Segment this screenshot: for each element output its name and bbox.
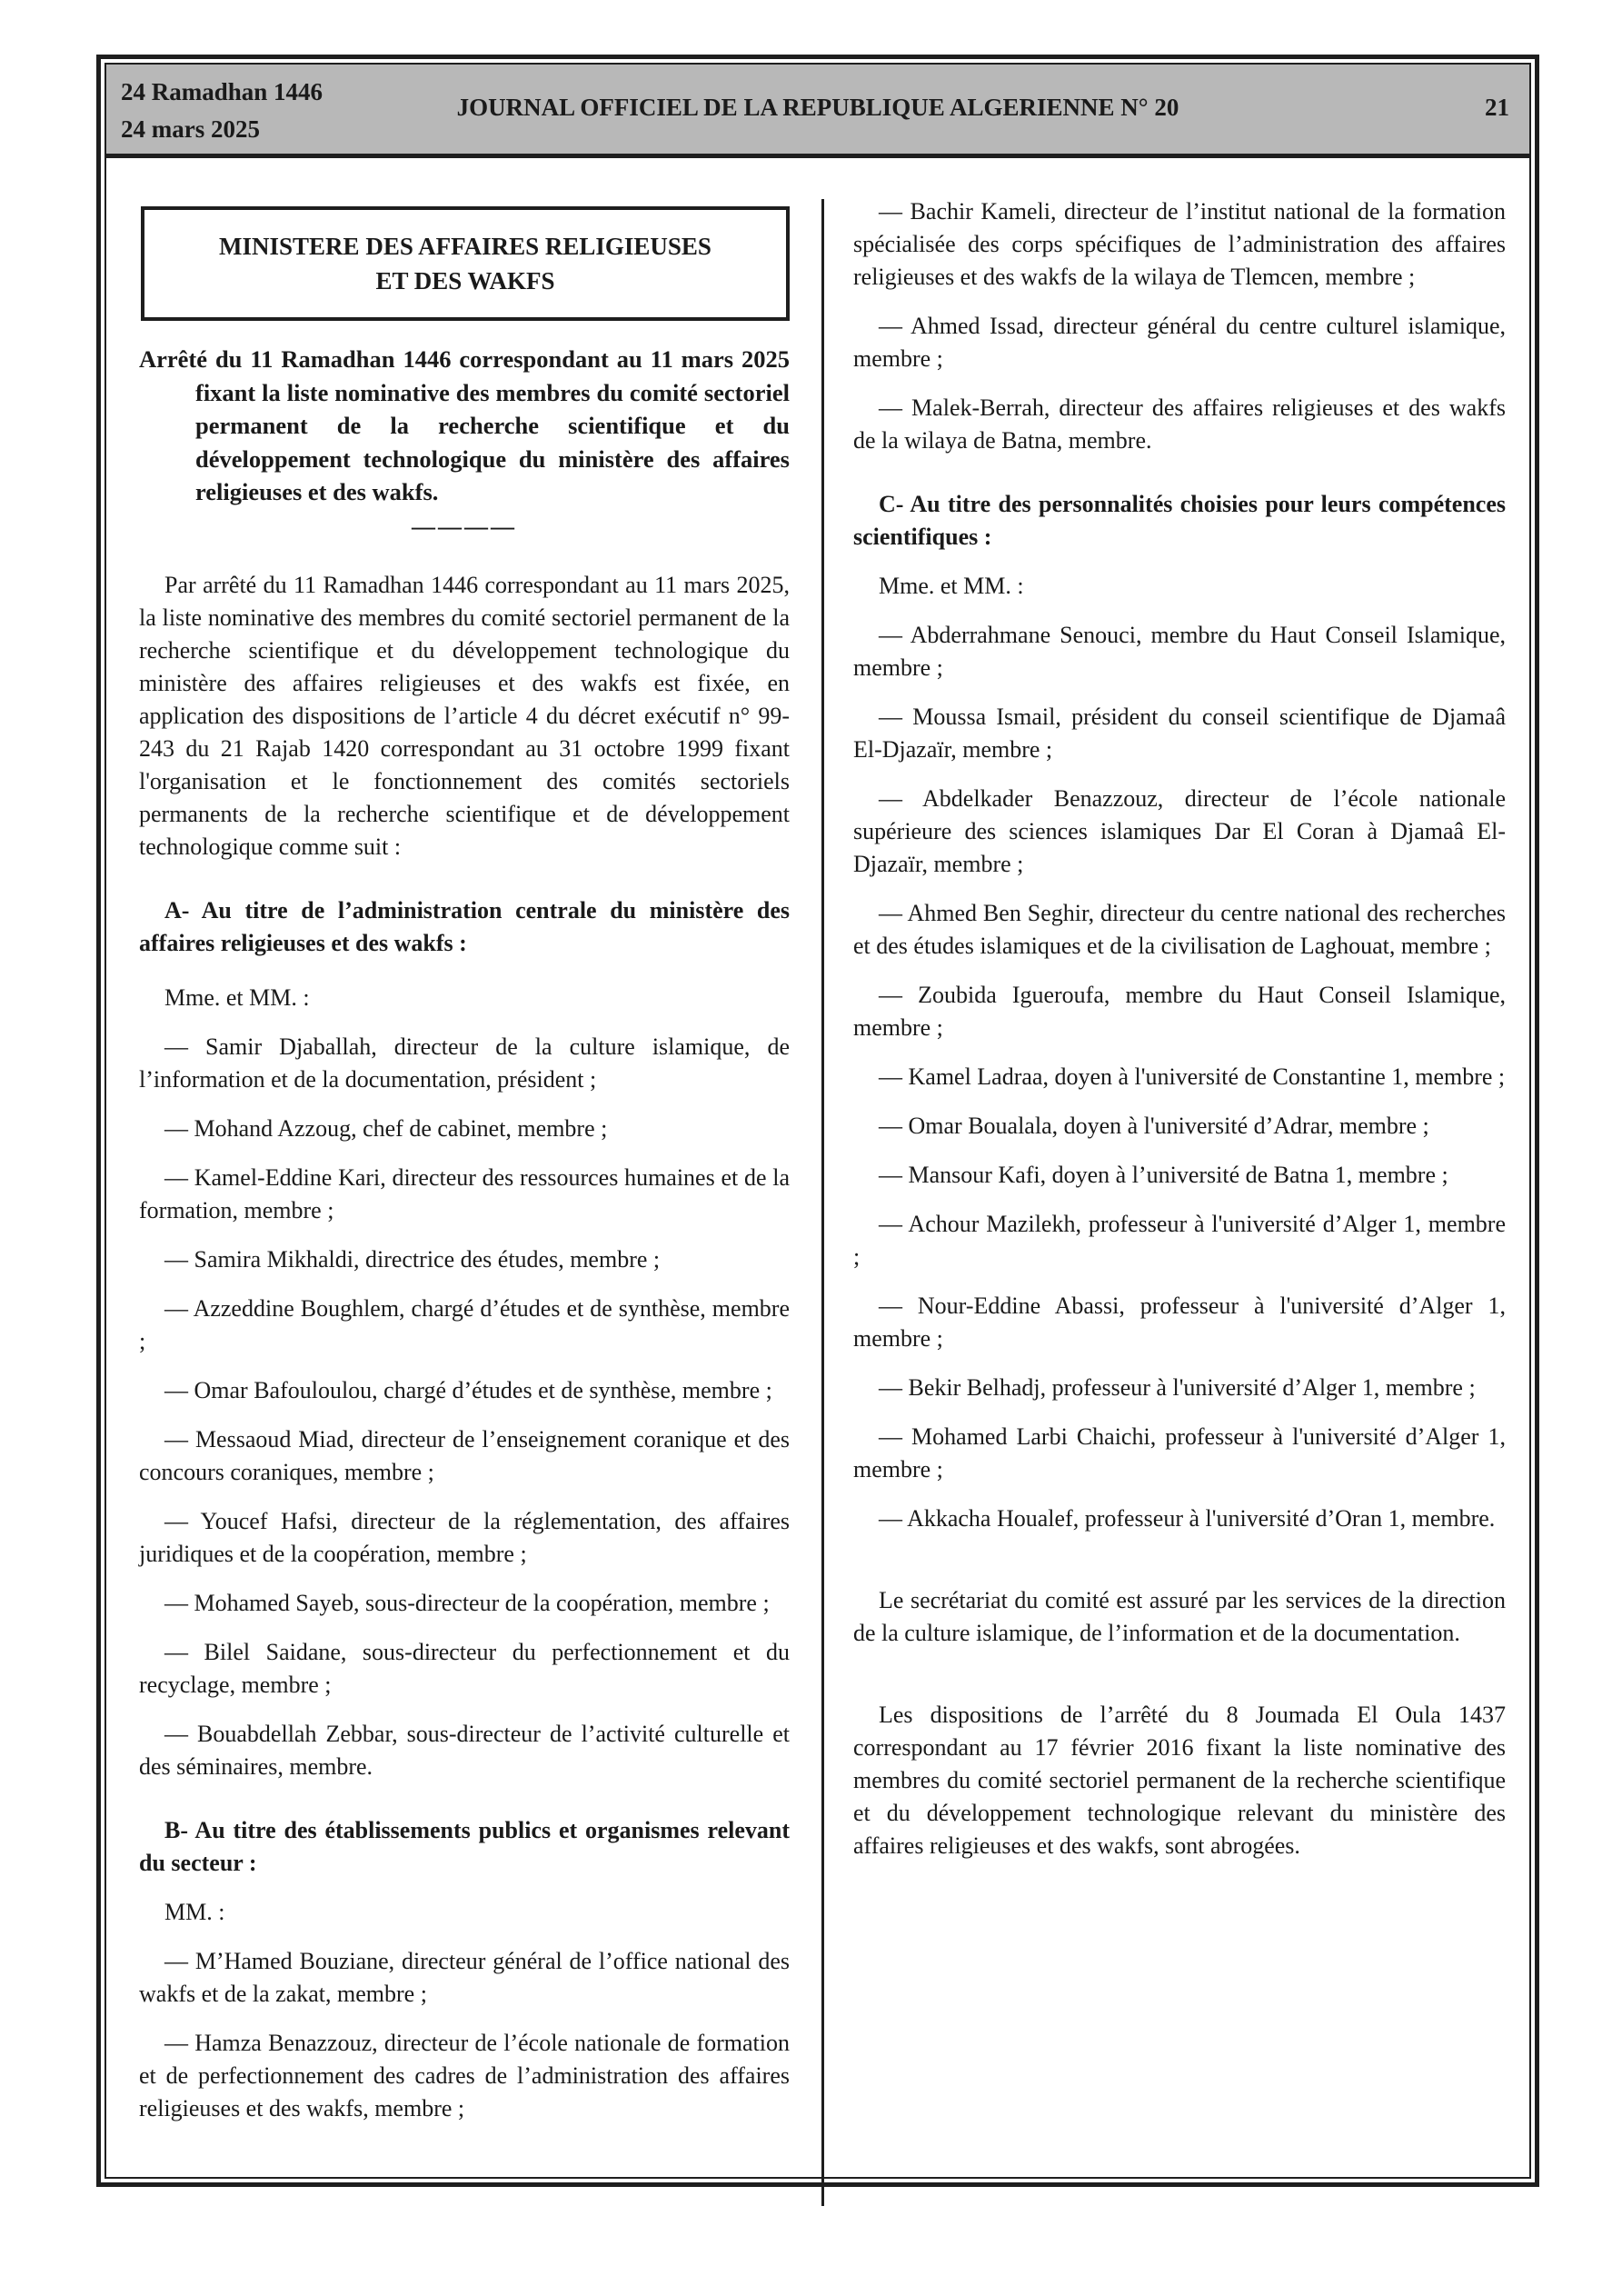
member-entry: — Abdelkader Benazzouz, directeur de l’école nationale supérieure des sciences islamiques Dar El Coran à Djamaâ El-Djazaïr, membre ; [853,785,1506,877]
page-frame [96,55,1539,2187]
member-entry: — Malek-Berrah, directeur des affaires religieuses et des wakfs de la wilaya de Batna, membre. [853,394,1506,454]
section-c-list [853,619,1506,1535]
intro-paragraph: Par arrêté du 11 Ramadhan 1446 correspondant au 11 mars 2025, la liste nominative des membres du comité sectoriel permanent de la recherche scientifique et du développement technologique du ministère des affaires religieuses et des wakfs est fixée, en application des dispositions de l’article 4 du décret exécutif n° 99-243 du 21 Rajab 1420 correspondant au 31 octobre 1999 fixant l'organisation et le fonctionnement des comités sectoriels permanents de la recherche scientifique et de développement technologique comme suit : [139,571,790,860]
gregorian-date: 24 mars 2025 [121,115,260,143]
member-entry: — Nour-Eddine Abassi, professeur à l'université d’Alger 1, membre ; [853,1293,1506,1352]
member-entry: — Mohand Azzoug, chef de cabinet, membre ; [164,1114,608,1142]
member-entry: — Kamel Ladraa, doyen à l'université de Constantine 1, membre ; [879,1063,1506,1090]
left-column [139,199,790,2125]
page-frame-inner [104,63,1531,2179]
section-a-salutation: Mme. et MM. : [164,983,310,1011]
member-entry: — Samir Djaballah, directeur de la culture islamique, de l’information et de la documentation, président ; [139,1033,790,1093]
member-entry: — Bilel Saidane, sous-directeur du perfectionnement et du recyclage, membre ; [139,1638,790,1698]
member-entry: — Mohamed Larbi Chaichi, professeur à l'université d’Alger 1, membre ; [853,1423,1506,1482]
ministry-name-line2: ET DES WAKFS [375,267,555,294]
member-entry: — Bekir Belhadj, professeur à l'université d’Alger 1, membre ; [879,1374,1476,1401]
arrete-title: Arrêté du 11 Ramadhan 1446 correspondant au 11 mars 2025 fixant la liste nominative des membres du comité sectoriel permanent de la recherche scientifique et du développement technologique du ministère des affaires religieuses et des wakfs. [139,345,790,505]
member-entry: — Youcef Hafsi, directeur de la réglementation, des affaires juridiques et de la coopération, membre ; [139,1507,790,1567]
member-entry: — Azzeddine Boughlem, chargé d’études et de synthèse, membre ; [139,1294,790,1354]
member-entry: — Ahmed Issad, directeur général du centre culturel islamique, membre ; [853,313,1506,372]
right-column [853,199,1506,1862]
abrogation-paragraph: Les dispositions de l’arrêté du 8 Joumada El Oula 1437 correspondant au 17 février 2016 fixant la liste nominative des membres du comité sectoriel permanent de la recherche scientifique et du développement technologique relevant du ministère des affaires religieuses et des wakfs, sont abrogées. [853,1702,1506,1859]
section-b-salutation: MM. : [164,1898,225,1925]
member-entry: — Kamel-Eddine Kari, directeur des ressources humaines et de la formation, membre ; [139,1163,790,1223]
journal-title: JOURNAL OFFICIEL DE LA REPUBLIQUE ALGERIENNE N° 20 [456,94,1179,121]
page-number: 21 [1485,94,1509,121]
member-entry: — Abderrahmane Senouci, membre du Haut Conseil Islamique, membre ; [853,622,1506,681]
secretariat-paragraph: Le secrétariat du comité est assuré par les services de la direction de la culture islamique, de l’information et de la documentation. [853,1587,1506,1646]
journal-header [106,65,1529,158]
title-separator: ———— [412,513,517,540]
section-b-heading: B- Au titre des établissements publics et organismes relevant du secteur : [139,1816,790,1876]
section-b-list-part1 [139,1945,790,2125]
column-divider [821,199,824,2206]
member-entry: — Ahmed Ben Seghir, directeur du centre national des recherches et des études islamiques et de la civilisation de Laghouat, membre ; [853,900,1506,959]
member-entry: — Samira Mikhaldi, directrice des études, membre ; [164,1245,661,1273]
ministry-box [141,206,790,321]
ministry-name-line1: MINISTERE DES AFFAIRES RELIGIEUSES [219,233,711,260]
member-entry: — Hamza Benazzouz, directeur de l’école nationale de formation et de perfectionnement des cadres de l’administration des affaires religieuses et des wakfs, membre ; [139,2029,790,2121]
member-entry: — Omar Bafouloulou, chargé d’études et de synthèse, membre ; [164,1376,772,1403]
member-entry: — Mohamed Sayeb, sous-directeur de la coopération, membre ; [164,1589,770,1616]
member-entry: — Moussa Ismail, président du conseil scientifique de Djamaâ El-Djazaïr, membre ; [853,704,1506,763]
member-entry: — Akkacha Houalef, professeur à l'université d’Oran 1, membre. [879,1505,1496,1532]
section-b-list-part2 [853,195,1506,457]
member-entry: — Achour Mazilekh, professeur à l'université d’Alger 1, membre ; [853,1211,1506,1270]
section-c-heading: C- Au titre des personnalités choisies pour leurs compétences scientifiques : [853,491,1506,550]
member-entry: — M’Hamed Bouziane, directeur général de l’office national des wakfs et de la zakat, membre ; [139,1947,790,2007]
member-entry: — Bouabdellah Zebbar, sous-directeur de l’activité culturelle et des séminaires, membre. [139,1720,790,1780]
section-c-salutation: Mme. et MM. : [879,573,1024,599]
member-entry: — Bachir Kameli, directeur de l’institut national de la formation spécialisée des corps spécifiques de l’administration des affaires religieuses et des wakfs de la wilaya de Tlemcen, membre ; [853,198,1506,290]
member-entry: — Omar Boualala, doyen à l'université d’Adrar, membre ; [879,1113,1429,1139]
section-a-heading: A- Au titre de l’administration centrale du ministère des affaires religieuses et des wakfs : [139,896,790,956]
member-entry: — Mansour Kafi, doyen à l’université de Batna 1, membre ; [879,1162,1448,1188]
member-entry: — Messaoud Miad, directeur de l’enseignement coranique et des concours coraniques, membre ; [139,1425,790,1485]
section-a-list [139,1031,790,1783]
member-entry: — Zoubida Igueroufa, membre du Haut Conseil Islamique, membre ; [853,982,1506,1041]
hijri-date: 24 Ramadhan 1446 [121,78,323,105]
